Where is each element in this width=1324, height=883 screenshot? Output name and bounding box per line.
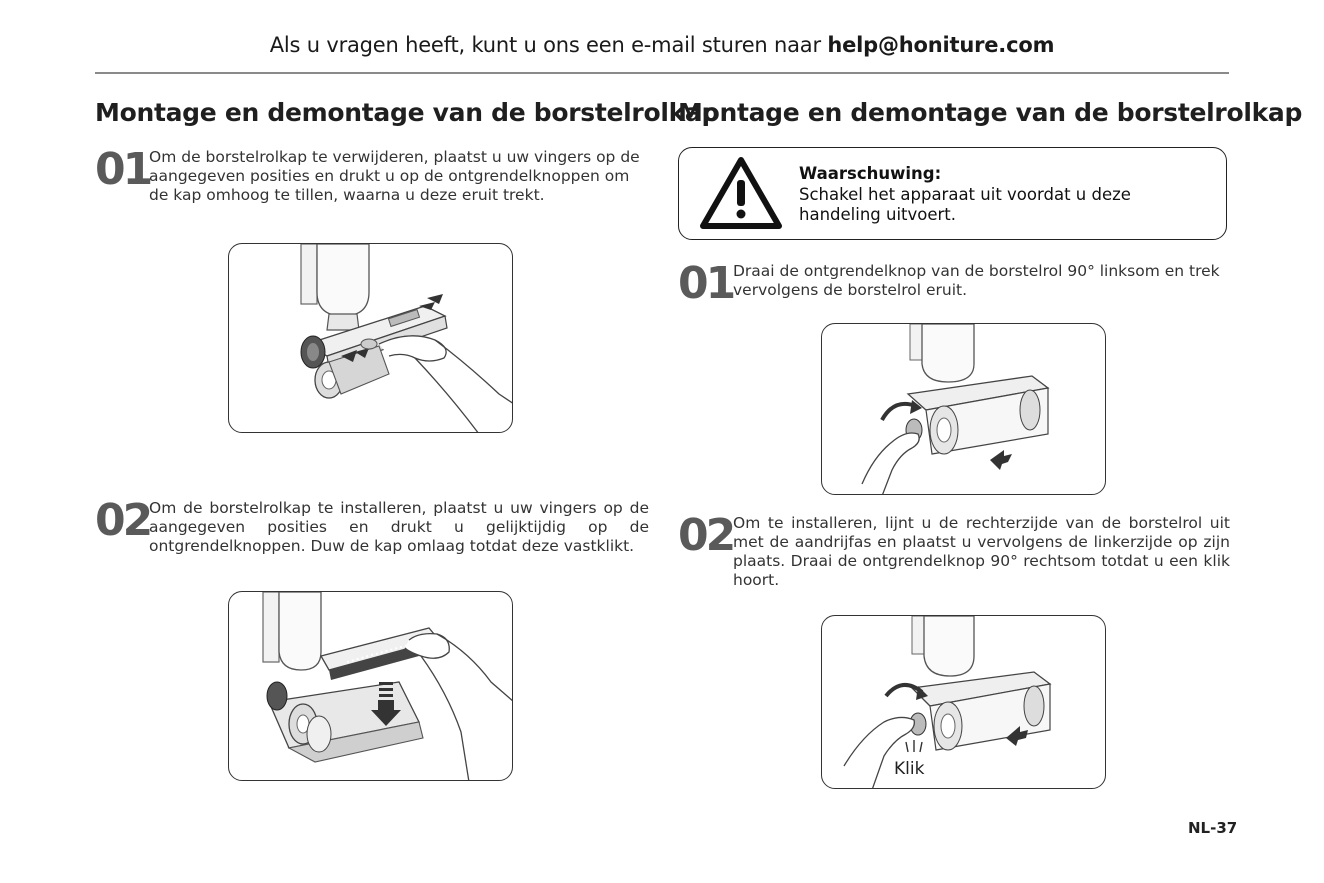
step-number: 01 <box>678 258 734 309</box>
illustration-remove-cover <box>228 243 513 433</box>
illustration-remove-brushroll <box>821 323 1106 495</box>
vacuum-remove-brushroll-illustration <box>822 324 1106 495</box>
step-number: 02 <box>95 495 151 546</box>
vacuum-remove-cover-illustration <box>229 244 513 433</box>
support-email[interactable]: help@honiture.com <box>827 33 1055 57</box>
step-number: 02 <box>678 510 734 561</box>
klik-label: Klik <box>894 759 925 779</box>
illustration-install-cover <box>228 591 513 781</box>
step-text: Draai de ontgrendelknop van de borstelrol 90° linksom en trek vervolgens de borstelrol eruit. <box>733 262 1220 299</box>
left-section-title: Montage en demontage van de borstelrolkap <box>95 98 720 127</box>
warning-body: Schakel het apparaat uit voordat u deze handeling uitvoert. <box>799 185 1131 224</box>
illustration-install-brushroll <box>821 615 1106 789</box>
header-text: Als u vragen heeft, kunt u ons een e-mail sturen naar <box>269 33 828 57</box>
step-text: Om te installeren, lijnt u de rechterzijde van de borstelrol uit met de aandrijfas en plaatst u vervolgens de linkerzijde op zijn plaats. Draai de ontgrendelknop 90° rechtsom totdat u een klik hoort. <box>733 514 1230 589</box>
vacuum-install-brushroll-illustration <box>822 616 1106 789</box>
page-number: NL-37 <box>1188 819 1238 837</box>
warning-box <box>678 147 1227 240</box>
vacuum-install-cover-illustration <box>229 592 513 781</box>
page-header <box>95 33 1229 57</box>
header-divider <box>95 72 1229 74</box>
step-text: Om de borstelrolkap te verwijderen, plaatst u uw vingers op de aangegeven posities en drukt u op de ontgrendelknoppen om de kap omhoog te tillen, waarna u deze eruit trekt. <box>149 148 640 204</box>
step-text: Om de borstelrolkap te installeren, plaatst u uw vingers op de aangegeven posities en drukt u gelijktijdig op de ontgrendelknoppen. Duw de kap omlaag totdat deze vastklikt. <box>149 499 649 555</box>
warning-triangle-icon <box>699 156 783 232</box>
step-number: 01 <box>95 144 151 195</box>
right-section-title: Montage en demontage van de borstelrolkap <box>678 98 1303 127</box>
warning-title: Waarschuwing: <box>799 164 942 183</box>
